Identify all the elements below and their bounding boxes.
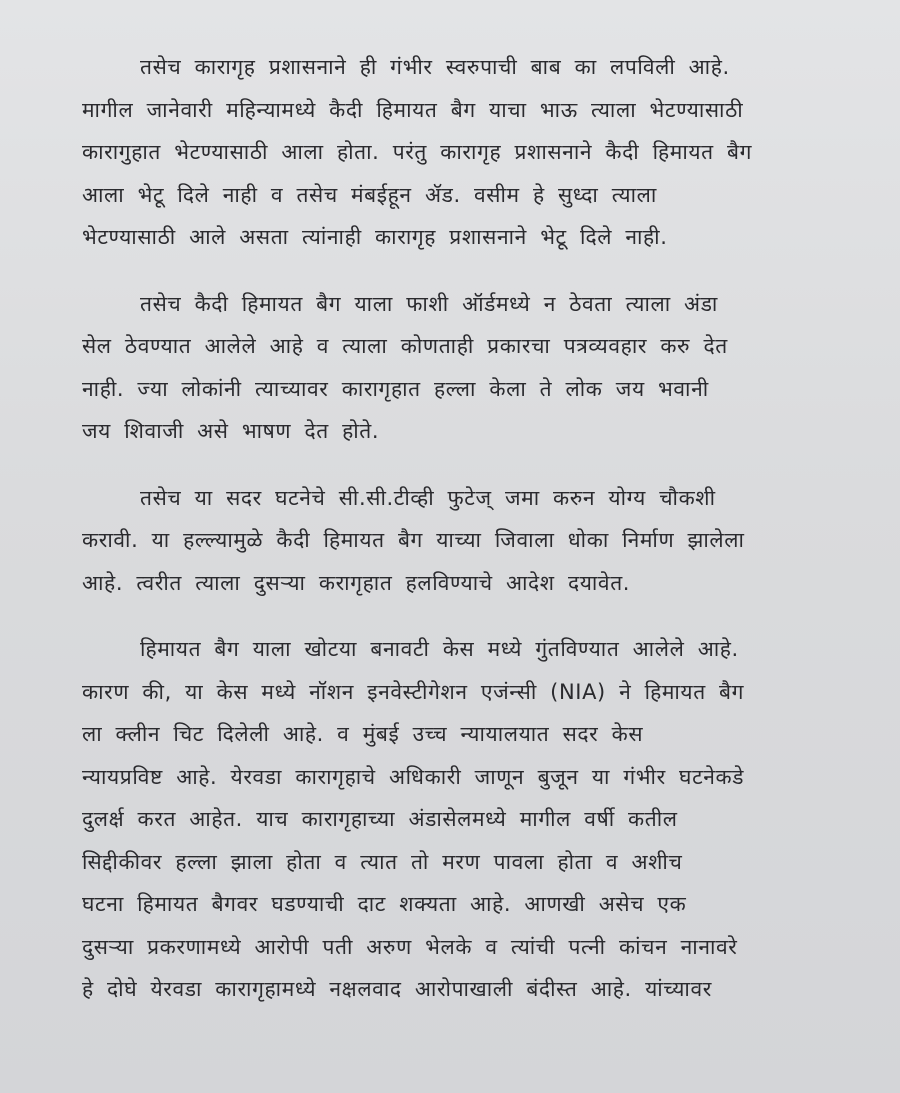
text-line: ला क्लीन चिट दिलेली आहे. व मुंबई उच्च न्यायालयात सदर केस	[82, 722, 644, 746]
text-line: भेटण्यासाठी आले असता त्यांनाही कारागृह प्रशासनाने भेटू दिले नाही.	[82, 225, 668, 249]
paragraph-1	[82, 46, 822, 259]
text-line: मागील जानेवारी महिन्यामध्ये कैदी हिमायत बैग याचा भाऊ त्याला भेटण्यासाठी	[82, 97, 744, 122]
text-line: सिद्दीकीवर हल्ला झाला होता व त्यात तो मरण पावला होता व अशीच	[82, 849, 683, 874]
text-line: जय शिवाजी असे भाषण देत होते.	[82, 419, 380, 443]
text-line: दुसऱ्या प्रकरणामध्ये आरोपी पती अरुण भेलके व त्यांची पत्नी कांचन नानावरे	[82, 934, 738, 959]
paragraph-2	[82, 283, 822, 453]
paragraph-3	[82, 477, 822, 605]
text-line: आला भेटू दिले नाही व तसेच मंबईहून ॲड. वसीम हे सुध्दा त्याला	[82, 182, 657, 207]
text-line: दुलर्क्ष करत आहेत. याच कारागृहाच्या अंडासेलमध्ये मागील वर्षी कतील	[82, 807, 678, 831]
text-line: करावी. या हल्ल्यामुळे कैदी हिमायत बैग याच्या जिवाला धोका निर्माण झालेला	[82, 528, 745, 552]
text-line: सेल ठेवण्यात आलेले आहे व त्याला कोणताही प्रकारचा पत्रव्यवहार करु देत	[82, 334, 728, 358]
text-line: हे दोघे येरवडा कारागृहामध्ये नक्षलवाद आरोपाखाली बंदीस्त आहे. यांच्यावर	[82, 977, 712, 1001]
document-body	[82, 46, 822, 1035]
text-line: कारागुहात भेटण्यासाठी आला होता. परंतु कारागृह प्रशासनाने कैदी हिमायत बैग	[82, 140, 753, 164]
text-line: न्यायप्रविष्ट आहे. येरवडा कारागृहाचे अधिकारी जाणून बुजून या गंभीर घटनेकडे	[82, 764, 745, 789]
paragraph-4	[82, 628, 822, 1011]
text-line: नाही. ज्या लोकांनी त्याच्यावर कारागृहात हल्ला केला ते लोक जय भवानी	[82, 376, 709, 401]
text-line: हिमायत बैग याला खोटया बनावटी केस मध्ये गुंतविण्यात आलेले आहे.	[140, 637, 739, 661]
text-line: आहे. त्वरीत त्याला दुसऱ्या करागृहात हलविण्याचे आदेश दयावेत.	[82, 570, 631, 595]
text-line: तसेच कैदी हिमायत बैग याला फाशी ऑर्डमध्ये न ठेवता त्याला अंडा	[140, 291, 718, 316]
text-line: कारण की, या केस मध्ये नॉशन इनवेस्टीगेशन एजंन्सी (NIA) ने हिमायत बैग	[82, 679, 745, 704]
text-line: घटना हिमायत बैगवर घडण्याची दाट शक्यता आहे. आणखी असेच एक	[82, 892, 687, 916]
text-line: तसेच या सदर घटनेचे सी.सी.टीव्ही फुटेज् जमा करुन योग्य चौकशी	[140, 485, 716, 510]
text-line: तसेच कारागृह प्रशासनाने ही गंभीर स्वरुपाची बाब का लपविली आहे.	[140, 55, 730, 79]
